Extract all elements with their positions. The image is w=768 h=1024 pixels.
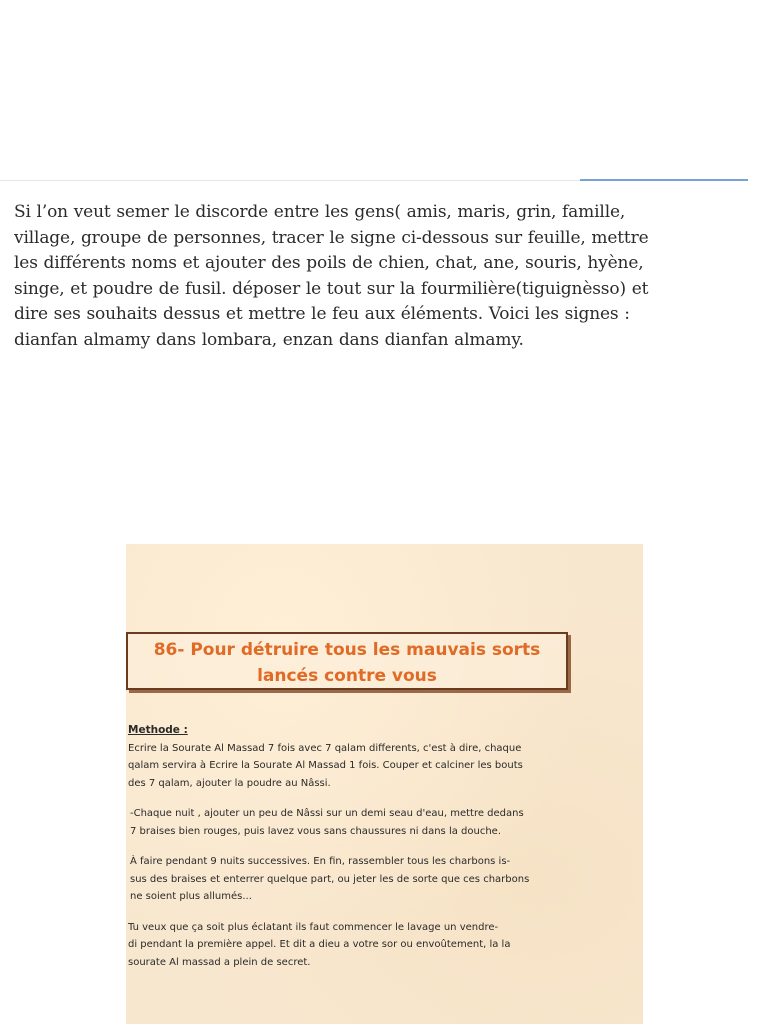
method-line: qalam servira à Ecrire la Sourate Al Massad 1 fois. Couper et calciner les bouts — [128, 760, 523, 771]
method-paragraph-1 — [128, 740, 568, 793]
method-line: Ecrire la Sourate Al Massad 7 fois avec 7 qalam differents, c'est à dire, chaque — [128, 742, 522, 754]
recipe-body — [128, 722, 568, 984]
recipe-page-image — [126, 544, 643, 1024]
method-paragraph-2 — [128, 805, 568, 840]
page-divider — [0, 180, 600, 181]
method-line: sourate Al massad a plein de secret. — [128, 956, 311, 968]
accent-divider — [580, 179, 748, 181]
recipe-title-line-1: 86- Pour détruire tous les mauvais sorts — [153, 640, 541, 660]
method-line: Tu veux que ça soit plus éclatant ils faut commencer le lavage un vendre- — [128, 921, 499, 933]
paragraph-line: dire ses souhaits dessus et mettre le feu aux éléments. Voici les signes : — [14, 304, 630, 324]
recipe-title-line-2: lancés contre vous — [257, 666, 437, 686]
paragraph-line: dianfan almamy dans lombara, enzan dans dianfan almamy. — [14, 329, 524, 350]
discord-ritual-paragraph — [14, 200, 759, 360]
method-line: sus des braises et enterrer quelque part, ou jeter les de sorte que ces charbons — [130, 873, 530, 885]
paragraph-line: Si l’on veut semer le discorde entre les gens( amis, maris, grin, famille, — [14, 202, 626, 222]
method-line: ne soient plus allumés... — [130, 891, 252, 902]
method-line: des 7 qalam, ajouter la poudre au Nâssi. — [128, 777, 331, 789]
method-paragraph-3 — [128, 853, 568, 906]
method-line: À faire pendant 9 nuits successives. En fin, rassembler tous les charbons is- — [130, 856, 511, 867]
method-line: di pendant la première appel. Et dit a dieu a votre sor ou envoûtement, la la — [128, 939, 511, 950]
method-heading: Methode : — [128, 724, 188, 736]
paragraph-line: village, groupe de personnes, tracer le signe ci-dessous sur feuille, mettre — [14, 227, 649, 248]
paragraph-line: singe, et poudre de fusil. déposer le tout sur la fourmilière(tiguignèsso) et — [14, 278, 649, 299]
method-line: -Chaque nuit , ajouter un peu de Nâssi sur un demi seau d'eau, mettre dedans — [130, 808, 524, 819]
paragraph-line: les différents noms et ajouter des poils de chien, chat, ane, souris, hyène, — [14, 253, 644, 273]
recipe-title-box — [126, 632, 568, 690]
method-paragraph-4 — [128, 919, 568, 972]
method-line: 7 braises bien rouges, puis lavez vous sans chaussures ni dans la douche. — [130, 825, 501, 837]
